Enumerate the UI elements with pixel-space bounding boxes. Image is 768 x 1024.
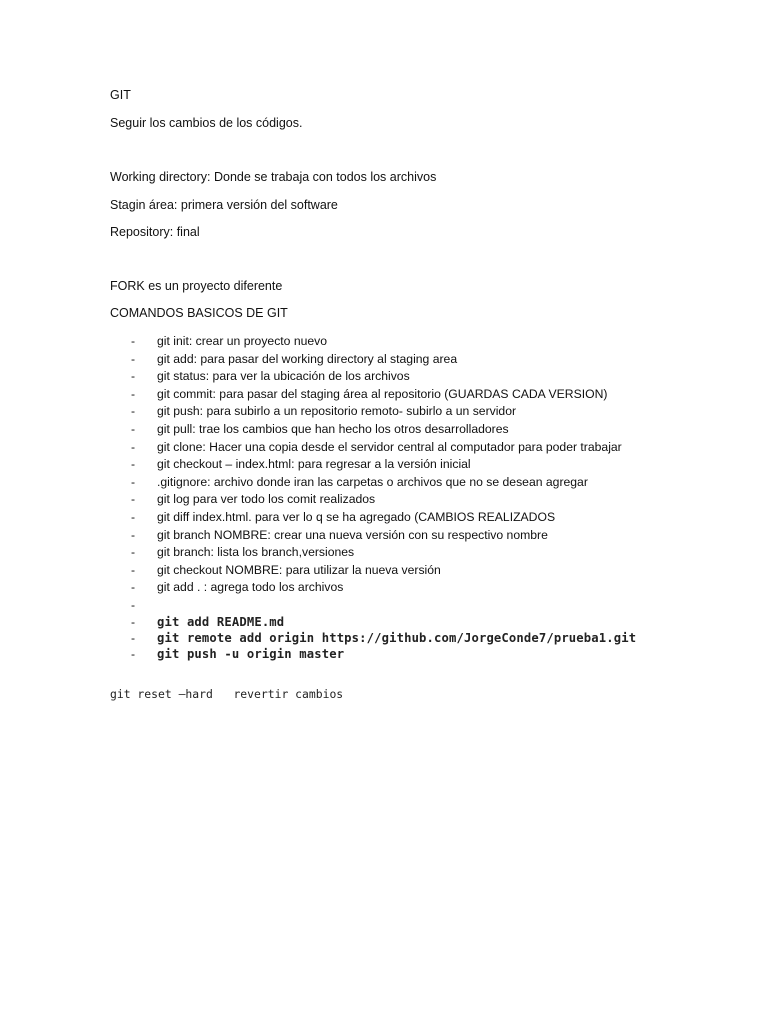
command-text: git init: crear un proyecto nuevo: [157, 334, 328, 348]
bullet-dash: -: [131, 527, 136, 542]
bullet-dash: -: [131, 631, 136, 646]
command-text: .gitignore: archivo donde iran las carpetas o archivos que no se desean agregar: [157, 474, 588, 489]
bullet-dash: -: [131, 386, 136, 401]
command-text: git checkout NOMBRE: para utilizar la nueva versión: [157, 562, 441, 577]
bullet-dash: -: [131, 492, 136, 507]
command-text: git diff index.html. para ver lo q se ha agregado (CAMBIOS REALIZADOS: [157, 509, 556, 524]
definition-working-directory: Working directory: Donde se trabaja con todos los archivos: [110, 170, 437, 184]
bullet-dash: -: [131, 457, 136, 472]
bullet-dash: -: [131, 474, 136, 489]
command-text: git pull: trae los cambios que han hecho los otros desarrolladores: [157, 421, 509, 436]
bullet-dash: -: [131, 351, 136, 366]
commands-heading: COMANDOS BASICOS DE GIT: [110, 306, 288, 320]
bullet-dash: -: [131, 439, 136, 454]
command-text: git checkout – index.html: para regresar a la versión inicial: [157, 457, 471, 472]
command-text: git branch: lista los branch,versiones: [157, 545, 355, 560]
bullet-dash: -: [131, 334, 136, 348]
command-text: git add: para pasar del working directory al staging area: [157, 351, 458, 366]
bullet-dash: -: [131, 562, 136, 577]
code-command-text: git remote add origin https://github.com/JorgeConde7/prueba1.git: [157, 631, 637, 646]
bullet-dash: -: [131, 580, 136, 595]
command-text: git push: para subirlo a un repositorio remoto- subirlo a un servidor: [157, 404, 517, 419]
definition-repository: Repository: final: [110, 225, 200, 239]
bullet-dash: -: [131, 369, 136, 384]
definition-staging-area: Stagin área: primera versión del software: [110, 198, 338, 212]
bullet-dash: -: [131, 421, 136, 436]
bullet-dash: -: [131, 647, 136, 662]
code-command-text: git push -u origin master: [157, 647, 345, 662]
command-text: git clone: Hacer una copia desde el servidor central al computador para poder trabajar: [157, 439, 622, 454]
code-command-text: git add README.md: [157, 614, 285, 629]
document-subtitle: Seguir los cambios de los códigos.: [110, 116, 303, 130]
command-text: git status: para ver la ubicación de los archivos: [157, 369, 410, 384]
document-title: GIT: [110, 88, 131, 102]
command-text: git commit: para pasar del staging área al repositorio (GUARDAS CADA VERSION): [157, 386, 608, 401]
command-text: git log para ver todo los comit realizados: [157, 492, 376, 507]
bullet-dash: -: [131, 509, 136, 524]
bullet-dash: -: [131, 614, 136, 629]
command-text: git branch NOMBRE: crear una nueva versión con su respectivo nombre: [157, 527, 548, 542]
bullet-dash: -: [131, 404, 136, 419]
fork-note: FORK es un proyecto diferente: [110, 279, 283, 293]
reset-command-line: git reset –hard revertir cambios: [110, 687, 344, 701]
bullet-dash: -: [131, 545, 136, 560]
command-text: git add . : agrega todo los archivos: [157, 580, 344, 595]
bullet-dash: -: [131, 597, 136, 612]
